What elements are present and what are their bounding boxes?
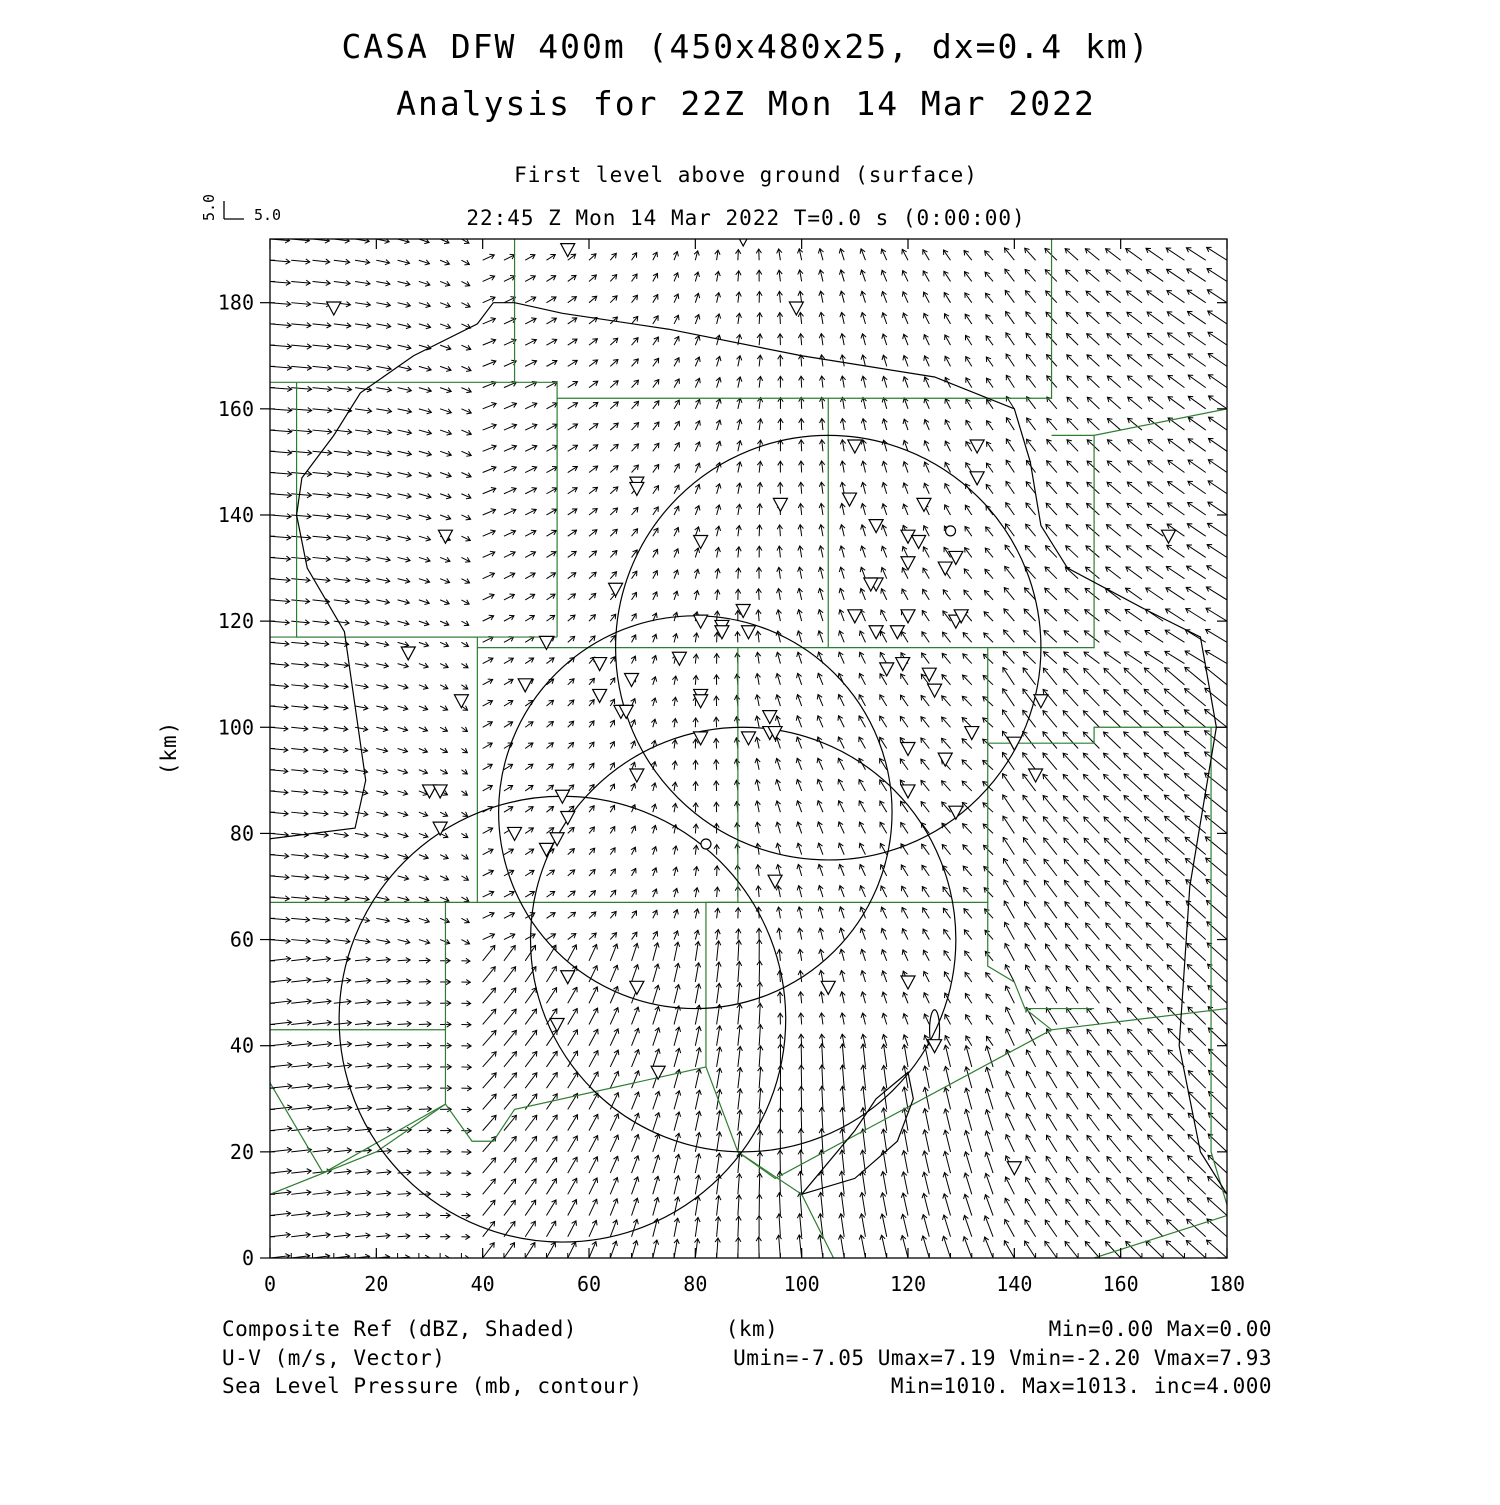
vector-shaft [759, 525, 760, 536]
vector-shaft [801, 1086, 802, 1109]
vector-shaft [717, 866, 718, 876]
chart-title: CASA DFW 400m (450x480x25, dx=0.4 km) [341, 27, 1150, 66]
vector-shaft [759, 1173, 760, 1194]
vector-shaft [759, 961, 760, 982]
scale-key-x-label: 5.0 [254, 206, 281, 224]
vector-shaft [801, 1034, 802, 1045]
vector-shaft [801, 1108, 802, 1131]
chart-subtitle: Analysis for 22Z Mon 14 Mar 2022 [396, 84, 1096, 123]
level-label: First level above ground (surface) [514, 163, 978, 187]
scale-key-y-label: 5.0 [200, 194, 218, 221]
vector-shaft [759, 589, 760, 600]
vector-shaft [716, 717, 717, 727]
time-label: 22:45 Z Mon 14 Mar 2022 T=0.0 s (0:00:00) [466, 206, 1025, 230]
vector-shaft [780, 1171, 781, 1194]
vector-shaft [801, 1044, 802, 1067]
